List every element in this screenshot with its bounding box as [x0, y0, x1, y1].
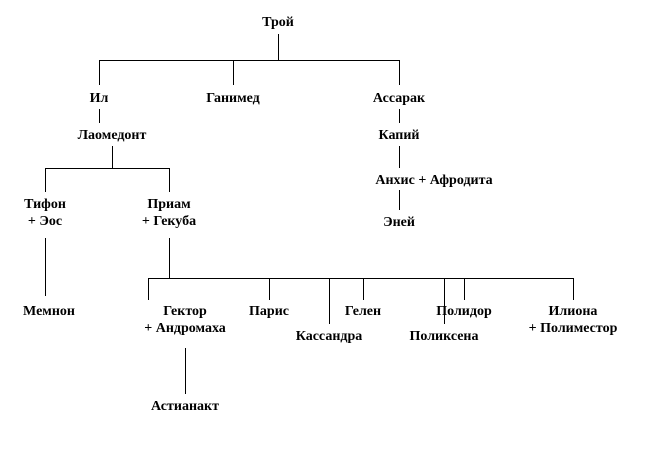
tree-node-label: Полидор: [436, 304, 492, 319]
connector-line: [99, 109, 100, 123]
tree-node-gektor: [144, 303, 226, 337]
tree-node-label: Ил: [89, 91, 109, 106]
connector-line: [169, 238, 170, 278]
connector-line: [399, 60, 400, 85]
tree-node-paris: [249, 303, 289, 320]
connector-line: [148, 278, 149, 300]
connector-line: [399, 109, 400, 123]
tree-node-gelen: [345, 303, 381, 320]
connector-line: [99, 60, 100, 85]
tree-node-label: Мемнон: [23, 304, 75, 319]
connector-line: [464, 278, 465, 300]
tree-node-label: Гектор: [163, 304, 207, 319]
connector-line: [329, 278, 330, 324]
tree-node-label: Капий: [378, 128, 420, 143]
tree-node-label: Илиона: [548, 304, 598, 319]
connector-line: [363, 278, 364, 300]
tree-node-label: Гелен: [344, 304, 382, 319]
connector-line: [278, 34, 279, 60]
tree-node-label: Астианакт: [151, 399, 219, 414]
tree-node-ganimed: [206, 90, 259, 107]
connector-line: [112, 146, 113, 168]
connector-line: [573, 278, 574, 300]
tree-node-label: + Андромаха: [144, 321, 226, 336]
tree-node-astianakt: [151, 398, 219, 415]
tree-node-label: Парис: [249, 304, 289, 319]
connector-line: [45, 238, 46, 296]
tree-node-label: Анхис + Афродита: [375, 173, 493, 188]
tree-node-assarak: [373, 90, 425, 107]
tree-node-label: Кассандра: [295, 329, 363, 344]
tree-node-label: Поликсена: [409, 329, 479, 344]
tree-node-label: Ассарак: [372, 91, 426, 106]
tree-node-kapiy: [379, 127, 420, 144]
tree-node-label: Тифон: [24, 197, 66, 212]
connector-line: [233, 60, 234, 85]
connector-line: [45, 168, 169, 169]
tree-node-polidor: [436, 303, 492, 320]
tree-node-il: [90, 90, 109, 107]
tree-node-priam: [142, 196, 196, 230]
connector-line: [148, 278, 573, 279]
tree-node-label: + Гекуба: [141, 214, 197, 229]
connector-line: [185, 348, 186, 394]
tree-node-tifon: [24, 196, 66, 230]
tree-node-label: Приам: [147, 197, 191, 212]
tree-node-anhis: [375, 172, 492, 189]
tree-node-kassandra: [296, 328, 363, 345]
tree-node-memnon: [23, 303, 75, 320]
connector-line: [45, 168, 46, 192]
tree-node-label: Трой: [262, 15, 294, 30]
tree-node-eney: [383, 214, 415, 231]
tree-node-iliona: [529, 303, 618, 337]
tree-node-poliksena: [409, 328, 478, 345]
tree-node-laomedont: [78, 127, 147, 144]
connector-line: [399, 190, 400, 210]
tree-node-troy: [262, 14, 294, 31]
connector-line: [99, 60, 399, 61]
connector-line: [269, 278, 270, 300]
tree-node-label: Лаомедонт: [77, 128, 147, 143]
connector-line: [169, 168, 170, 192]
tree-node-label: + Полиместор: [528, 321, 618, 336]
tree-node-label: Эней: [383, 215, 415, 230]
connector-line: [399, 146, 400, 168]
tree-node-label: + Эос: [27, 214, 63, 229]
tree-node-label: Ганимед: [206, 91, 260, 106]
